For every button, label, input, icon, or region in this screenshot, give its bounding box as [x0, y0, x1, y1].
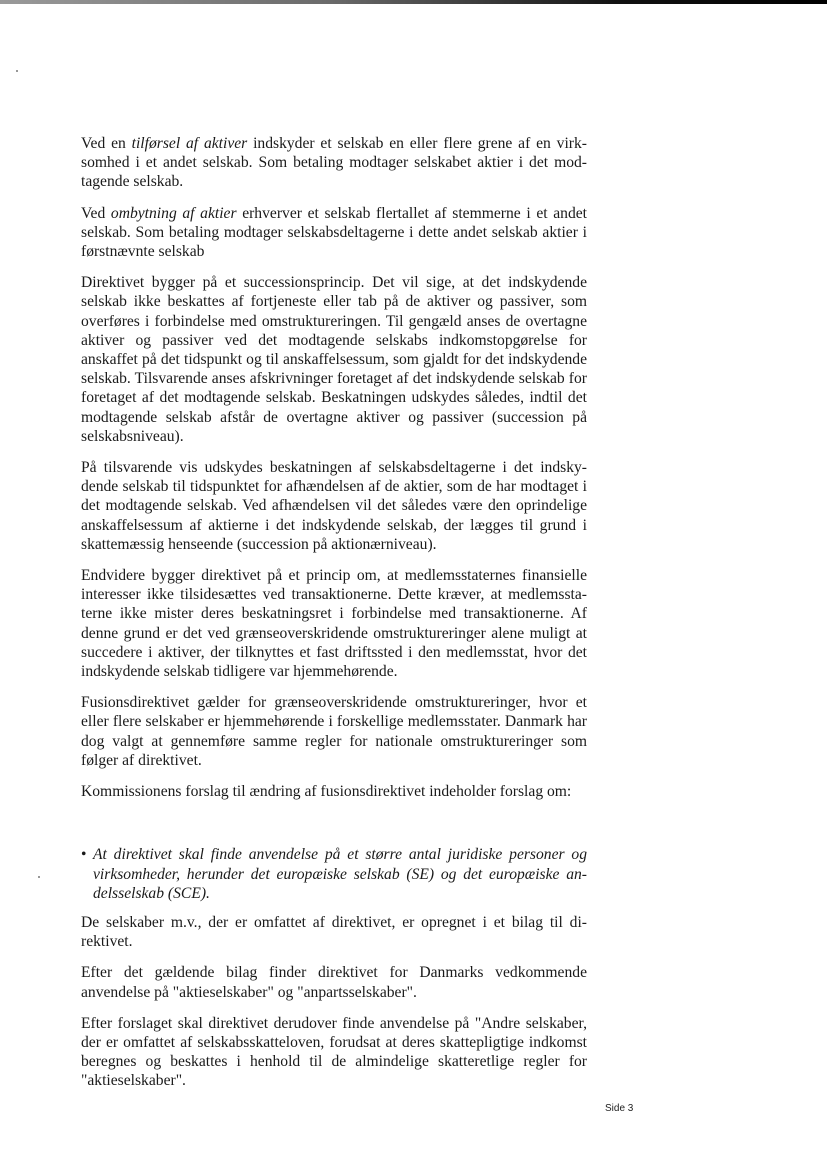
paragraph-finansielle-interesser: Endvidere bygger direktivet på et princip om, at medlemsstaternes finansielle interesser ikke tilsidesættes ved transaktionerne. Dette kræver, at medlemsstaterne ikke mister deres beskatningsret i forbindelse med transaktionerne. Af denne grund er det ved grænseoverskridende omstruktureringer alene muligt at succedere i aktiver, der tilknyttes et fast driftssted i den medlemsstat, hvor det indskydende selskab tidligere var hjemmehørende. — [81, 567, 587, 681]
term-emphasis: ombytning af aktier — [110, 204, 237, 222]
bullet-marker: • — [81, 846, 87, 864]
paragraph-text: erhverver et selskab flertallet af stemmerne i et andet selskab. Som betaling modtager selskabsdeltagerne i dette andet selskab aktier i førstnævnte selskab — [81, 204, 587, 261]
paragraph-andre-selskaber: Efter forslaget skal direktivet derudover finde anvendelse på "Andre selskaber, der er omfattet af selskabsskatteloven, forudsat at deres skattepligtige indkomst beregnes og beskattes i henhold til de almindelige skatteretlige regler for "aktieselskaber". — [81, 1014, 587, 1090]
paragraph-text: indskyder et selskab en eller flere grene af en virksomhed i et andet selskab. Som betaling modtager selskabet aktier i det modtagende selskab. — [81, 135, 587, 191]
bullet-item — [81, 845, 587, 903]
page-number: Side 3 — [605, 1103, 634, 1114]
document-body — [81, 134, 587, 1103]
term-emphasis: tilførsel af aktiver — [131, 135, 248, 152]
scan-speck — [38, 876, 40, 878]
paragraph-forslag-intro: Kommissionens forslag til ændring af fusionsdirektivet indeholder forslag om: — [81, 783, 572, 801]
paragraph-tilforsel — [81, 134, 587, 192]
paragraph-fusionsdirektivet: Fusionsdirektivet gælder for grænseoverskridende omstruktureringer, hvor et eller flere selskaber er hjemmehørende i forskellige medlemsstater. Danmark har dog valgt at gennemføre samme regler for nationale omstruktureringer som følger af direktivet. — [81, 694, 587, 769]
paragraph-successionsprincip: Direktivet bygger på et successionsprincip. Det vil sige, at det indskydende selskab ikke beskattes af fortjeneste eller tab på de aktiver og passiver, som overføres i forbindelse med omstruktureringen. Til gengæld anses de overtagne aktiver og passiver ved det modtagende selskabs indkomstopgørelse for anskaffet på det tidspunkt og til anskaffelsessum, som gjaldt for det indskydende selskab. Tilsvarende anses afskrivninger foretaget af det indskydende selskab for foretaget af det modtagende selskab. Beskatningen udskydes således, indtil det modtagende selskab afstår de overtagne aktiver og passiver (succession på selskabsniveau). — [81, 274, 587, 445]
paragraph-aktionaerniveau: På tilsvarende vis udskydes beskatningen af selskabsdeltagerne i det indskydende selskab til tidspunktet for afhændelsen af de aktier, som de har modtaget i det modtagende selskab. Ved afhændelsen vil det således være den oprindelige anskaffelsessum af aktierne i det indskydende selskab, der lægges til grund i skattemæssig henseende (succession på aktionærniveau). — [81, 459, 587, 553]
paragraph-text: Ved en — [81, 135, 132, 152]
bullet-text: At direktivet skal finde anvendelse på et større antal juridiske personer og virksomheder, herunder det europæiske selskab (SE) og det europæiske andelsselskab (SCE). — [93, 846, 587, 902]
paragraph-gaeldende-bilag: Efter det gældende bilag finder direktivet for Danmarks vedkommende anvendelse på "aktieselskaber" og "anpartsselskaber". — [81, 964, 587, 1001]
paragraph-bilag: De selskaber m.v., der er omfattet af direktivet, er opregnet i et bilag til direktivet. — [81, 913, 587, 951]
scan-top-edge-rule — [0, 0, 827, 4]
paragraph-ombytning — [81, 204, 587, 262]
paragraph-text: Ved — [81, 204, 111, 222]
scan-speck — [16, 70, 18, 72]
